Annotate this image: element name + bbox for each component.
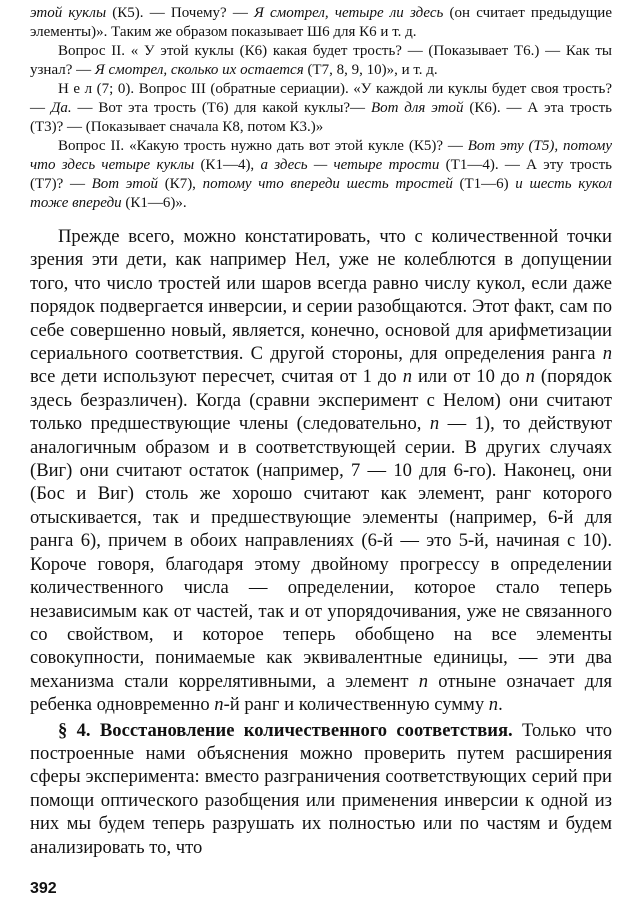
text-run: а здесь — четыре трости bbox=[260, 157, 440, 173]
section-heading: § 4. Восстановление количественного соответствия. bbox=[58, 719, 513, 741]
text-run: (Т7, 8, 9, 10)», и т. д. bbox=[303, 62, 438, 78]
page-number: 392 bbox=[30, 880, 57, 897]
text-run: (К6). — А эта трость (Т3)? — (Показывает сначала К8, потом К3.)» bbox=[30, 100, 612, 135]
text-run: Да. bbox=[50, 100, 72, 116]
text-run: Прежде всего, можно констатировать, что с количественной точки зрения эти дети, как например Нел, уже не колеблются в допущении того, что число тростей или шаров всегда равно числу кукол, если даже порядок подвергается инверсии, и серии разобщаются. Этот факт, сам по себе совершенно новый, является, конечно, основой для арифметизации сериального соответствия. С другой стороны, для определения ранга bbox=[30, 226, 612, 365]
text-run: — Вот эта трость (Т6) для какой куклы?— bbox=[71, 100, 371, 116]
text-run: — 1), то действуют аналогичным образом и в соответствующей серии. В других случаях (Виг) они считают остаток (например, 7 — 10 для 6-го). Наконец, они (Бос и Виг) столь же хорошо считают как элемент, ранг которого отыскивается, так и предшествующие элементы (например, 6-й для ранга 6), причем в обоих направлениях (6-й — это 5-й, начиная с 10). Короче говоря, благодаря этому двойному прогрессу в определении количественного числа — определении, которое стало теперь независимым как от частей, так и от упорядочивания, уже не связанного со свойством, и которое теперь обобщено на все элементы совокупности, понимаемые как эквивалентные единицы, — эти два механизма стали коррелятивными, а элемент bbox=[30, 413, 612, 692]
text-run: Вот эту (Т5), потому что здесь четыре куклы bbox=[30, 138, 612, 173]
text-run: все дети используют пересчет, считая от 1 до bbox=[30, 366, 403, 388]
text-run: (К5). — Почему? — bbox=[106, 5, 254, 21]
text-run: Вот этой bbox=[91, 176, 159, 192]
text-run: n bbox=[525, 366, 535, 388]
text-run: (Т1—4). — А эту трость (Т7)? — bbox=[30, 157, 612, 192]
text-run: (К1—6)». bbox=[121, 195, 187, 211]
text-run: Только что построенные нами объяснения можно проверить путем расширения сферы эксперимента: вместо разграничения соответствующих серий при помощи оптического разобщения или применения инверсии к одной из них мы будем теперь разрушать их полностью или по частям и будем анализировать то, что bbox=[30, 719, 612, 858]
text-run: (К7), bbox=[158, 176, 203, 192]
text-run: отныне означает для ребенка одновременно bbox=[30, 670, 612, 716]
text-run: Я смотрел, сколько их остается bbox=[94, 62, 304, 78]
text-run: Вопрос II. « У этой куклы (К6) какая будет трость? — (Показывает Т6.) — Как ты узнал? — bbox=[30, 43, 612, 78]
spacer bbox=[30, 213, 612, 225]
text-run: или от 10 до bbox=[412, 366, 526, 388]
text-run: Н е л (7; 0). Вопрос III (обратные сериации). «У каждой ли куклы будет своя трость? — bbox=[30, 81, 612, 116]
text-run: и шесть кукол тоже впереди bbox=[30, 176, 612, 211]
body-paragraph-1 bbox=[30, 225, 612, 717]
text-run: -й ранг и количественную сумму bbox=[223, 694, 489, 716]
text-run: (К1—4), bbox=[194, 157, 261, 173]
text-run: n bbox=[402, 366, 412, 388]
body-paragraph-2 bbox=[30, 719, 612, 859]
text-run: Вопрос II. «Какую трость нужно дать вот этой кукле (К5)? — bbox=[58, 138, 468, 154]
quote-paragraph-3 bbox=[30, 80, 612, 137]
text-run: . bbox=[498, 694, 503, 716]
main-text bbox=[30, 225, 612, 859]
quote-paragraph-4 bbox=[30, 137, 612, 213]
quoted-protocol bbox=[30, 4, 612, 213]
text-run: n bbox=[602, 343, 612, 365]
text-run: n bbox=[429, 413, 440, 435]
text-run: потому что впереди шесть тростей bbox=[202, 176, 453, 192]
text-run: n bbox=[214, 694, 224, 716]
text-run: этой куклы bbox=[30, 5, 107, 21]
text-run: (Т1—6) bbox=[452, 176, 516, 192]
quote-paragraph-1 bbox=[30, 4, 612, 42]
quote-paragraph-2 bbox=[30, 42, 612, 80]
text-run: (он считает предыдущие элементы)». Таким же образом показывает Ш6 для К6 и т. д. bbox=[30, 5, 612, 40]
text-run: Вот для этой bbox=[370, 100, 464, 116]
text-run: (порядок здесь безразличен). Когда (сравни эксперимент с Нелом) они считают только предшествующие члены (следовательно, bbox=[30, 366, 613, 435]
text-run: Я смотрел, четыре ли здесь bbox=[254, 5, 444, 21]
text-run: n bbox=[488, 694, 499, 716]
text-run: n bbox=[418, 670, 429, 692]
